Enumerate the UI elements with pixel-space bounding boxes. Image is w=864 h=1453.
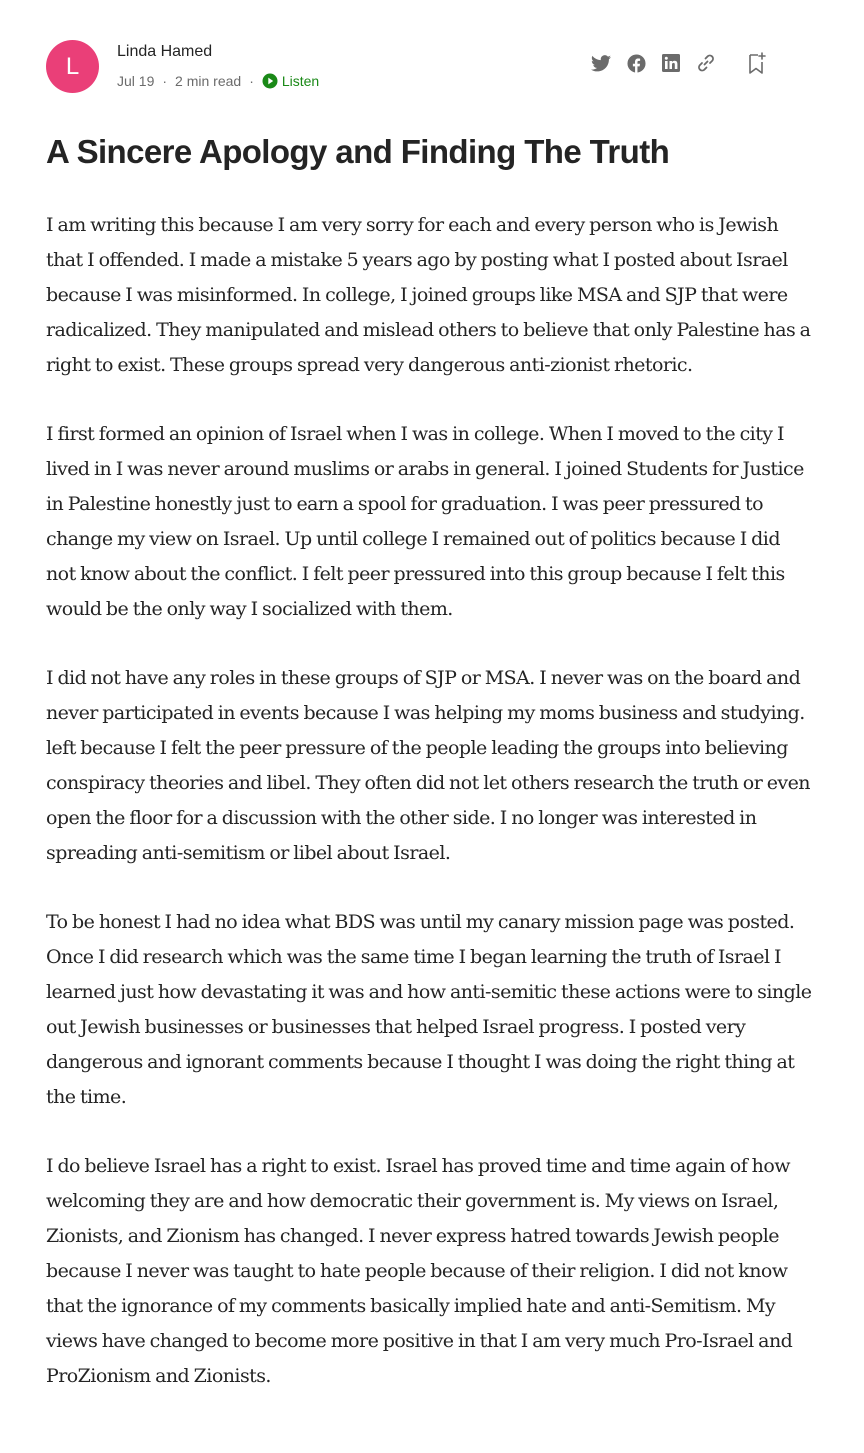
post-meta bbox=[117, 73, 319, 89]
meta-separator: · bbox=[249, 73, 254, 89]
post-date: Jul 19 bbox=[117, 73, 155, 89]
author-avatar[interactable]: L bbox=[46, 40, 99, 93]
article-body bbox=[46, 208, 814, 1428]
share-toolbar bbox=[590, 52, 768, 74]
meta-separator: · bbox=[162, 73, 168, 89]
twitter-icon[interactable] bbox=[590, 52, 612, 74]
read-time: 2 min read bbox=[175, 73, 242, 89]
article-paragraph: I do believe Israel has a right to exist. Israel has proved time and time again of how welcoming they are and how democratic their government is. My views on Israel, Zionists, and Zionism has changed. I never express hatred towards Jewish people because I never was taught to hate people because of their religion. I did not know that the ignorance of my comments basically implied hate and anti-Semitism. My views have changed to become more positive in that I am very much Pro-Israel and ProZionism and Zionists. bbox=[46, 1155, 793, 1387]
author-name[interactable]: Linda Hamed bbox=[117, 43, 213, 60]
article-paragraph: I did not have any roles in these groups of SJP or MSA. I never was on the board and never participated in events because I was helping my moms business and studying. left because I felt the peer pressure of the people leading the groups into believing conspiracy theories and libel. They often did not let others research the truth or even open the floor for a discussion with the other side. I no longer was interested in spreading anti-semitism or libel about Israel. bbox=[46, 667, 810, 864]
bookmark-icon[interactable] bbox=[746, 52, 768, 74]
linkedin-icon[interactable] bbox=[660, 52, 682, 74]
article-header bbox=[46, 40, 786, 94]
article-paragraph: I am writing this because I am very sorry for each and every person who is Jewish that I offended. I made a mistake 5 years ago by posting what I posted about Israel because I was misinformed. In college, I joined groups like MSA and SJP that were radicalized. They manipulated and mislead others to believe that only Palestine has a right to exist. These groups spread very dangerous anti-zionist rhetoric. bbox=[46, 214, 811, 376]
article-paragraph: To be honest I had no idea what BDS was until my canary mission page was posted. Once I did research which was the same time I began learning the truth of Israel I learned just how devastating it was and how anti-semitic these actions were to single out Jewish businesses or businesses that helped Israel progress. I posted very dangerous and ignorant comments because I thought I was doing the right thing at the time. bbox=[46, 911, 812, 1108]
article-paragraph: I first formed an opinion of Israel when I was in college. When I moved to the city I lived in I was never around muslims or arabs in general. I joined Students for Justice in Palestine honestly just to earn a spool for graduation. I was peer pressured to change my view on Israel. Up until college I remained out of politics because I did not know about the conflict. I felt peer pressured into this group because I felt this would be the only way I socialized with them. bbox=[46, 423, 804, 620]
listen-label: Listen bbox=[281, 73, 320, 89]
link-icon[interactable] bbox=[695, 52, 717, 74]
listen-button[interactable] bbox=[262, 73, 319, 89]
article-title: A Sincere Apology and Finding The Truth bbox=[46, 133, 670, 170]
play-icon bbox=[262, 73, 278, 89]
facebook-icon[interactable] bbox=[625, 52, 647, 74]
